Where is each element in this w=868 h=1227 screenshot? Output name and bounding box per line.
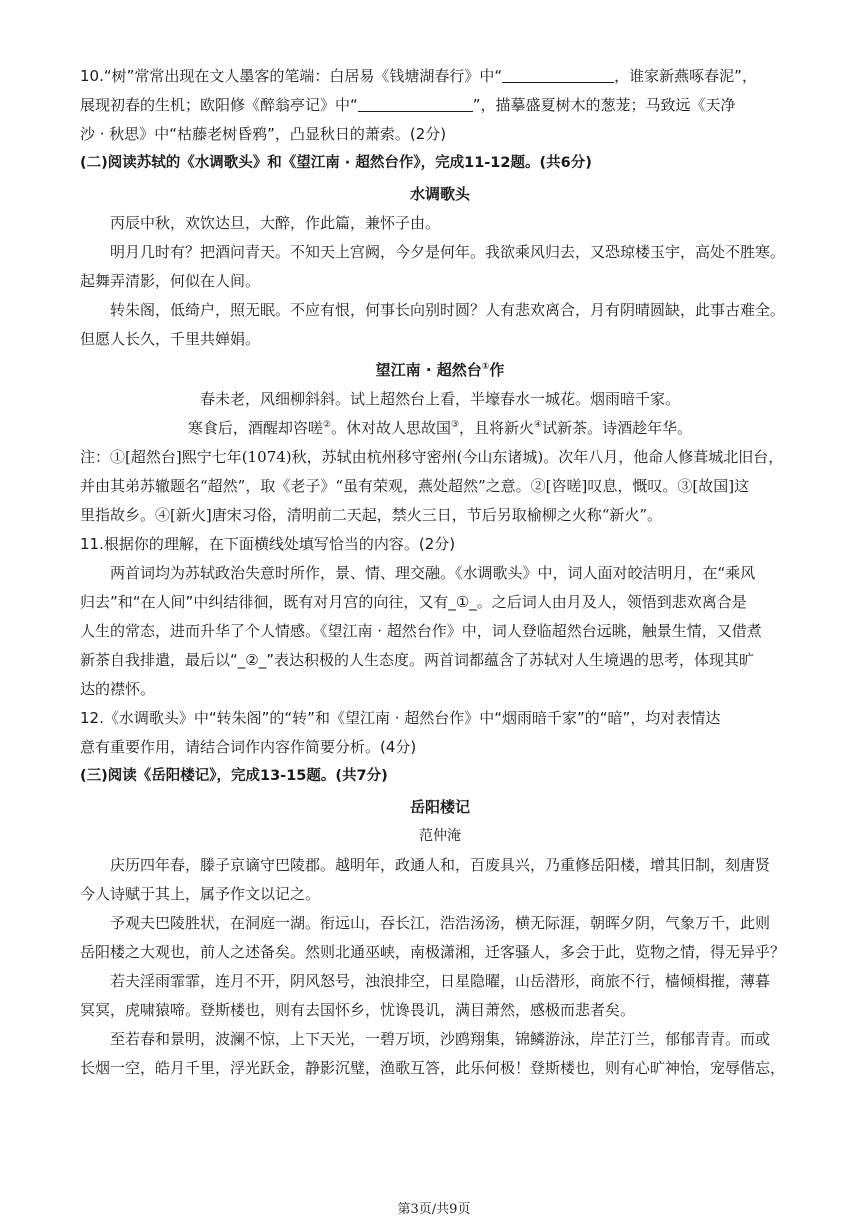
poem-2-text: 。休对故人思故国 xyxy=(330,419,451,437)
q10-text: 10.“树”常常出现在文人墨客的笔端：白居易《钱塘湖春行》中“ xyxy=(80,67,503,85)
q11-text: 。之后词人由月及人，领悟到悲欢离合是 xyxy=(476,593,747,611)
poem-1-preface: 丙辰中秋，欢饮达旦，大醉，作此篇，兼怀子由。 xyxy=(110,214,441,232)
poem-1-title: 水调歌头 xyxy=(409,185,470,203)
question-10-line-1 xyxy=(80,62,800,91)
essay-paragraph-line: 今人诗赋于其上，属予作文以记之。 xyxy=(80,885,321,903)
section-2-heading: (二)阅读苏轼的《水调歌头》和《望江南 · 超然台作》，完成11-12题。(共6分) xyxy=(80,155,592,171)
poem-2-title xyxy=(80,356,800,385)
essay-author: 范仲淹 xyxy=(419,828,461,844)
essay-paragraph-line: 至若春和景明，波澜不惊，上下天光，一碧万顷，沙鸥翔集，锦鳞游泳，岸芷汀兰，郁郁青青。而或 xyxy=(110,1030,771,1048)
poem-2-text: 寒食后，酒醒却咨嗟 xyxy=(187,419,323,437)
notes-line: 里指故乡。④[新火]唐宋习俗，清明前二天起，禁火三日，节后另取榆柳之火称“新火”。 xyxy=(80,506,663,524)
footnote-marker: ② xyxy=(322,420,331,430)
poem-1-line: 起舞弄清影，何似在人间。 xyxy=(80,272,261,290)
question-12-line: 意有重要作用，请结合词作内容作简要分析。(4分) xyxy=(80,738,417,756)
poem-2-text: 试新茶。诗酒趁年华。 xyxy=(542,419,693,437)
poem-2-line-1: 春未老，风细柳斜斜。试上超然台上看，半壕春水一城花。烟雨暗千家。 xyxy=(199,390,680,408)
answer-blank-4[interactable]: _②_ xyxy=(237,651,267,669)
q11-text: 归去”和“在人间”中纠结徘徊，既有对月宫的向往，又有 xyxy=(80,593,449,611)
poem-2-title-text: 作 xyxy=(489,361,505,379)
footnote-marker: ④ xyxy=(534,420,543,430)
question-11-line: 人生的常态，进而升华了个人情感。《望江南 · 超然台作》中，词人登临超然台远眺，触景生情，又借煮 xyxy=(80,622,762,640)
essay-paragraph-line: 予观夫巴陵胜状，在洞庭一湖。衔远山，吞长江，浩浩汤汤，横无际涯，朝晖夕阴，气象万千，此则 xyxy=(110,914,771,932)
answer-blank-3[interactable]: _①_ xyxy=(448,593,477,611)
q10-text: ，谁家新燕啄春泥”， xyxy=(614,67,757,85)
essay-paragraph-line: 庆历四年春，滕子京谪守巴陵郡。越明年，政通人和，百废具兴，乃重修岳阳楼，增其旧制，刻唐贤 xyxy=(110,856,771,874)
question-10-line-3: 沙 · 秋思》中“枯藤老树昏鸦”，凸显秋日的萧索。(2分) xyxy=(80,125,447,143)
poem-1-line: 转朱阁，低绮户，照无眠。不应有恨，何事长向别时圆？人有悲欢离合，月有阴晴圆缺，此事古难全。 xyxy=(110,301,786,319)
notes-line: 注：①[超然台]熙宁七年(1074)秋，苏轼由杭州移守密州(今山东诸城)。次年八月，他命人修葺城北旧台， xyxy=(80,448,784,466)
poem-2-text: ，且将新火 xyxy=(459,419,535,437)
q11-text: ”表达积极的人生态度。两首词都蕴含了苏轼对人生境遇的思考，体现其旷 xyxy=(266,651,755,669)
footnote-marker: ③ xyxy=(450,420,460,430)
question-11-line: 达的襟怀。 xyxy=(80,680,156,698)
question-11-line xyxy=(80,588,800,617)
essay-title: 岳阳楼记 xyxy=(409,798,470,816)
question-10-line-2 xyxy=(80,91,800,120)
q10-text: 展现初春的生机；欧阳修《醉翁亭记》中“ xyxy=(80,96,358,114)
question-11-line xyxy=(80,646,800,675)
section-3-heading: (三)阅读《岳阳楼记》，完成13-15题。(共7分) xyxy=(80,768,388,784)
essay-paragraph-line: 岳阳楼之大观也，前人之述备矣。然则北通巫峡，南极潇湘，迁客骚人，多会于此，览物之情，得无异乎？ xyxy=(80,943,786,961)
q11-text: 新茶自我排遣，最后以“ xyxy=(80,651,238,669)
poem-2-line-2 xyxy=(80,414,800,443)
question-12-line: 12.《水调歌头》中“转朱阁”的“转”和《望江南 · 超然台作》中“烟雨暗千家”的“暗”，均对表情达 xyxy=(80,709,721,727)
question-11-prompt: 11.根据你的理解，在下面横线处填写恰当的内容。(2分) xyxy=(80,535,456,553)
answer-blank-1[interactable] xyxy=(502,65,614,83)
page-number: 第3页/共9页 xyxy=(397,1202,471,1217)
poem-1-line: 但愿人长久，千里共婵娟。 xyxy=(80,330,261,348)
footnote-marker: ① xyxy=(481,362,490,372)
essay-paragraph-line: 若夫淫雨霏霏，连月不开，阴风怒号，浊浪排空，日星隐曜，山岳潜形，商旅不行，樯倾楫摧，薄暮 xyxy=(110,972,771,990)
poem-1-line: 明月几时有？把酒问青天。不知天上宫阙，今夕是何年。我欲乘风归去，又恐琼楼玉宇，高处不胜寒。 xyxy=(110,243,786,261)
question-11-line: 两首词均为苏轼政治失意时所作，景、情、理交融。《水调歌头》中，词人面对皎洁明月，在“乘风 xyxy=(110,564,756,582)
answer-blank-2[interactable] xyxy=(358,94,473,112)
essay-paragraph-line: 冥冥，虎啸猿啼。登斯楼也，则有去国怀乡，忧谗畏讥，满目萧然，感极而悲者矣。 xyxy=(80,1001,636,1019)
poem-2-title-text: 望江南 · 超然台 xyxy=(375,361,482,379)
essay-paragraph-line: 长烟一空，皓月千里，浮光跃金，静影沉璧，渔歌互答，此乐何极！登斯楼也，则有心旷神怡，宠辱偕忘， xyxy=(80,1059,786,1077)
notes-line: 并由其弟苏辙题名“超然”，取《老子》“虽有荣观，燕处超然”之意。②[咨嗟]叹息，慨叹。③[故国]这 xyxy=(80,477,750,495)
exam-page xyxy=(80,62,800,1083)
q10-text: ”，描摹盛夏树木的葱茏；马致远《天净 xyxy=(472,96,736,114)
